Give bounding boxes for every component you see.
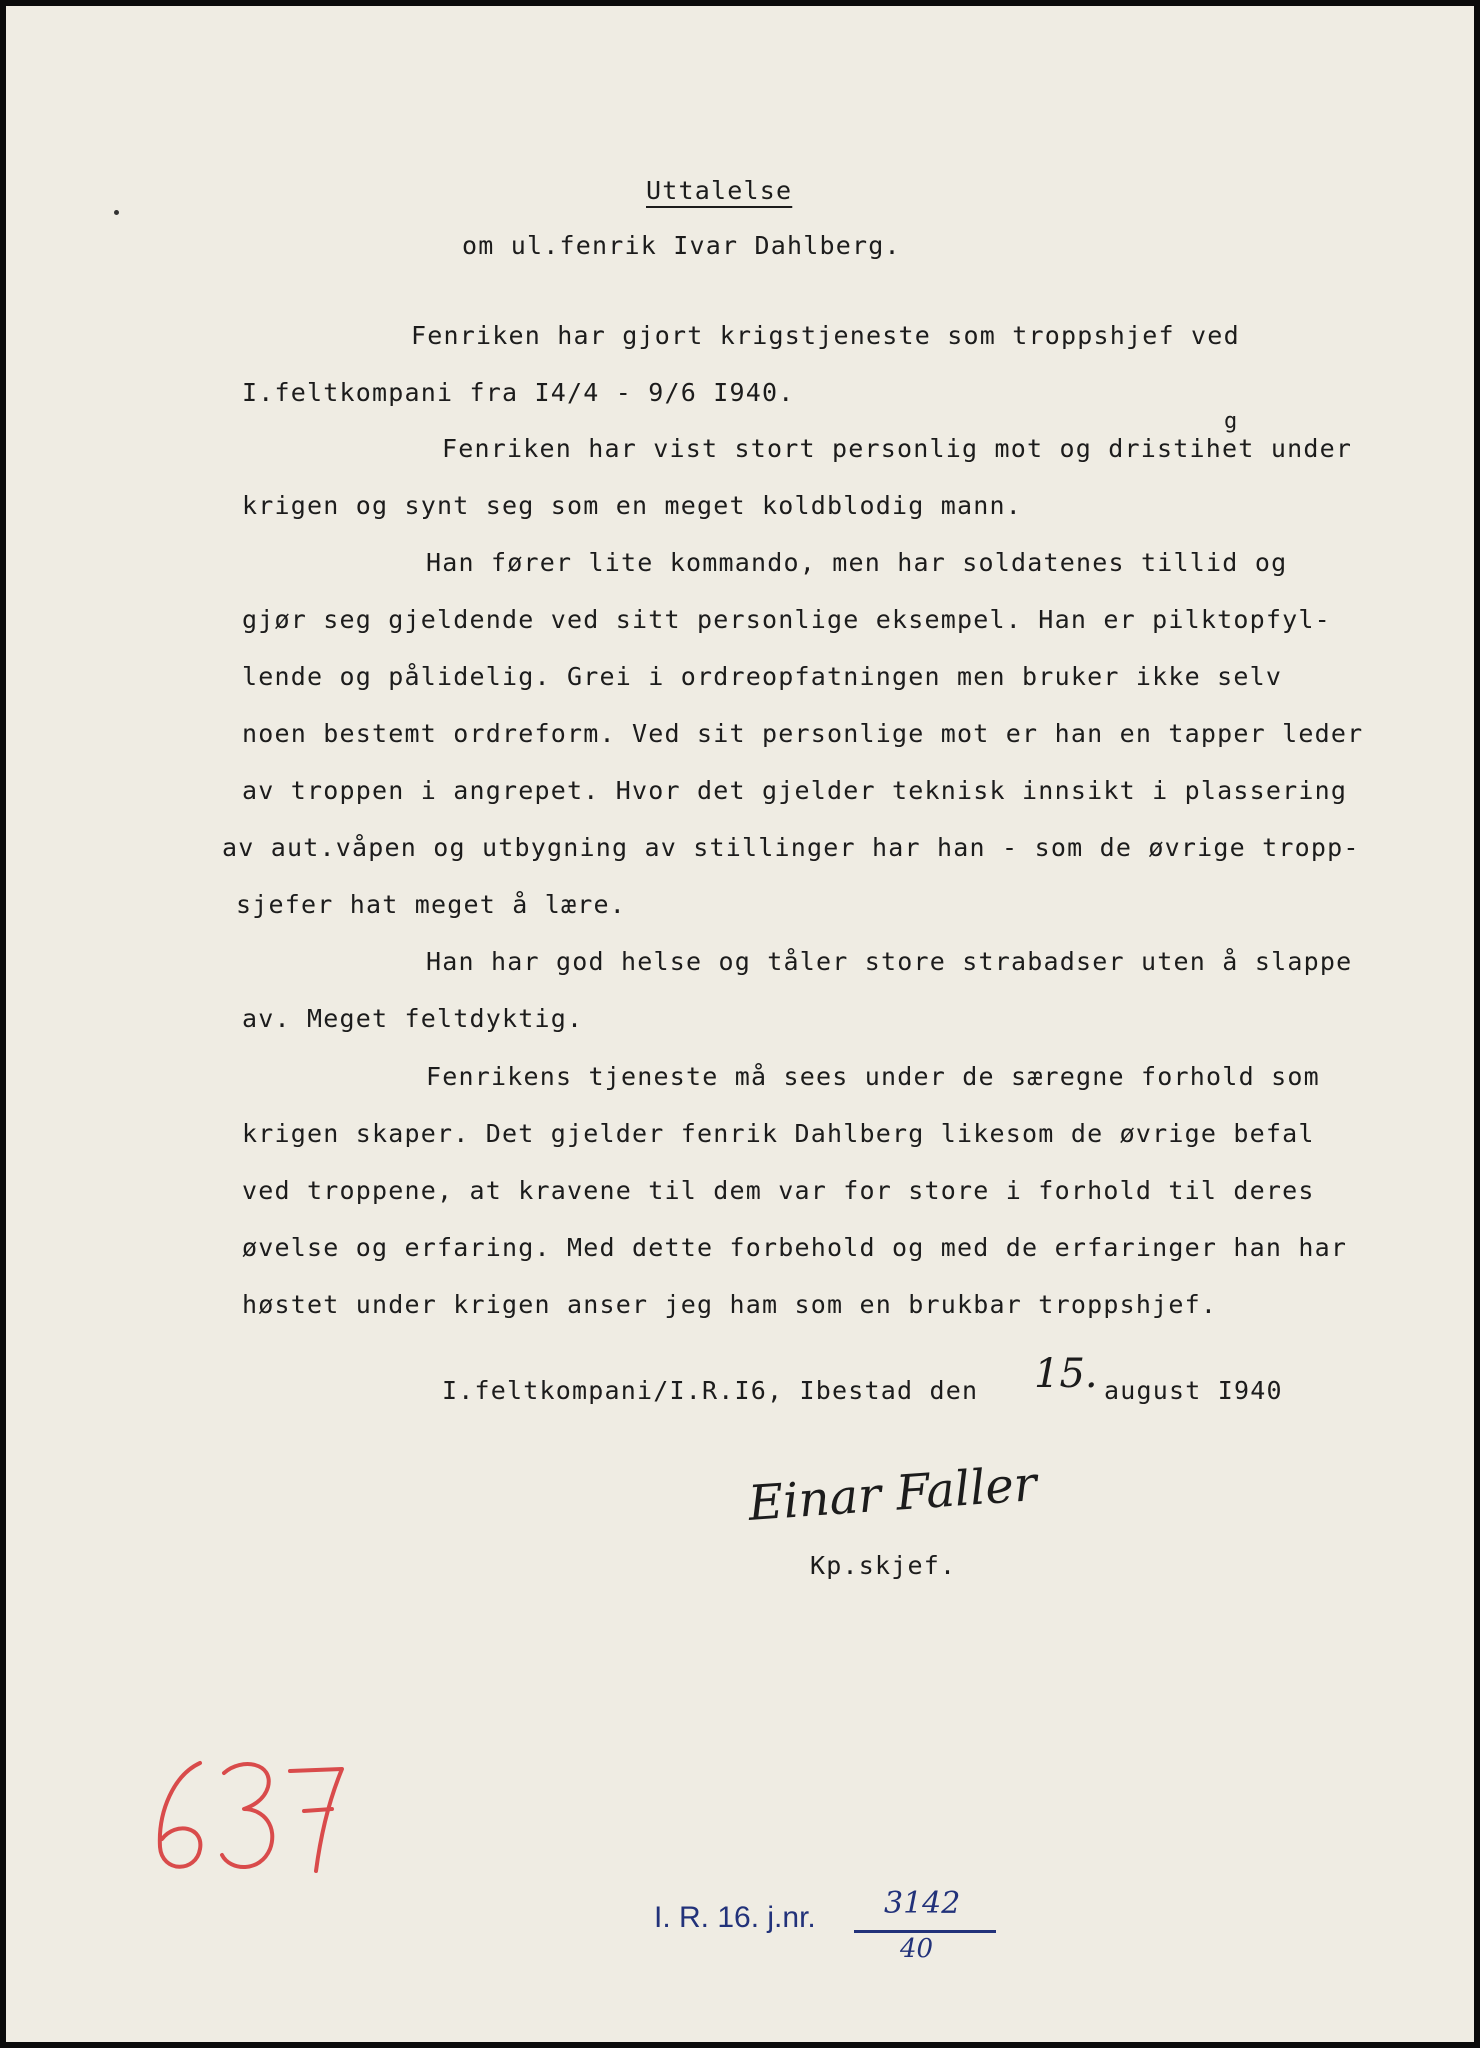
body-line: høstet under krigen anser jeg ham som en brukbar troppshjef. (242, 1290, 1218, 1319)
body-line: av. Meget feltdyktig. (242, 1004, 584, 1033)
journal-number: 3142 (884, 1886, 961, 1921)
body-line: Fenriken har vist stort personlig mot og dristihet under (442, 434, 1353, 463)
signer-title: Kp.skjef. (810, 1551, 957, 1580)
handwritten-correction: g (1224, 409, 1239, 434)
body-line: I.feltkompani fra I4/4 - 9/6 I940. (242, 378, 795, 407)
body-line: av troppen i angrepet. Hvor det gjelder teknisk innsikt i plassering (242, 776, 1348, 805)
margin-dot (114, 210, 119, 215)
archive-number-mark (146, 1751, 366, 1891)
body-line: gjør seg gjeldende ved sitt personlige eksempel. Han er pilktopfyl- (242, 605, 1331, 634)
body-line: noen bestemt ordreform. Ved sit personlige mot er han en tapper leder (242, 719, 1364, 748)
place-date-prefix: I.feltkompani/I.R.I6, Ibestad den (442, 1376, 979, 1405)
body-line: øvelse og erfaring. Med dette forbehold og med de erfaringer han har (242, 1233, 1348, 1262)
journal-stamp-label: I. R. 16. j.nr. (654, 1901, 816, 1934)
document-title: Uttalelse (646, 176, 793, 205)
journal-year: 40 (900, 1934, 934, 1964)
signature: Einar Faller (746, 1455, 1039, 1533)
body-line: Han fører lite kommando, men har soldatenes tillid og (426, 548, 1288, 577)
place-date-suffix: august I940 (1104, 1376, 1283, 1405)
body-line: lende og pålidelig. Grei i ordreopfatningen men bruker ikke selv (242, 662, 1283, 691)
handwritten-date-day: 15. (1034, 1351, 1098, 1397)
body-line: Fenriken har gjort krigstjeneste som troppshjef ved (411, 321, 1240, 350)
body-line: Fenrikens tjeneste må sees under de særegne forhold som (426, 1062, 1320, 1091)
body-line: sjefer hat meget å lære. (236, 890, 627, 919)
body-line: krigen skaper. Det gjelder fenrik Dahlberg likesom de øvrige befal (242, 1119, 1315, 1148)
body-line: krigen og synt seg som en meget koldblodig mann. (242, 491, 1023, 520)
body-line: ved troppene, at kravene til dem var for store i forhold til deres (242, 1176, 1315, 1205)
document-page (6, 6, 1474, 2042)
document-subtitle: om ul.fenrik Ivar Dahlberg. (462, 231, 901, 260)
journal-stamp-underline (854, 1930, 996, 1933)
body-line: Han har god helse og tåler store strabadser uten å slappe (426, 947, 1353, 976)
body-line: av aut.våpen og utbygning av stillinger har han - som de øvrige tropp- (222, 833, 1360, 862)
